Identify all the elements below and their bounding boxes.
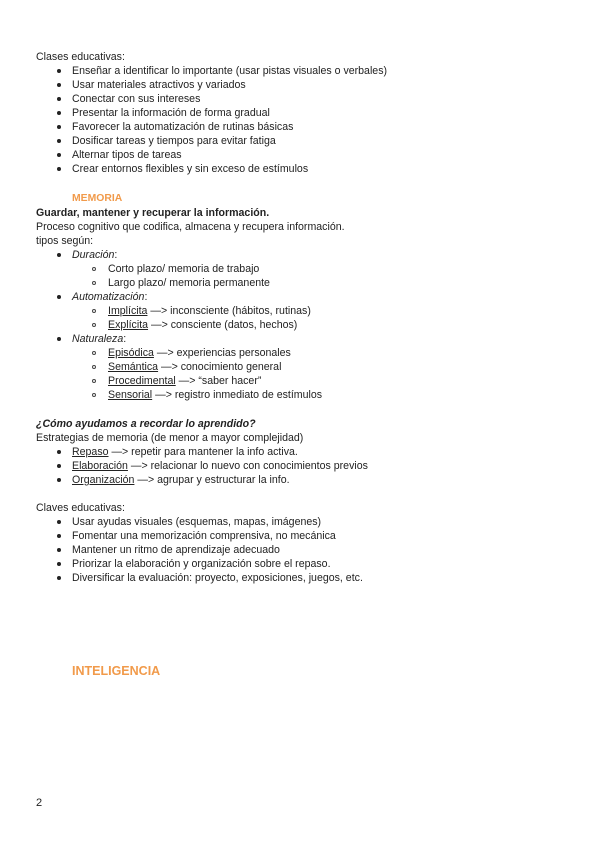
category-label: Naturaleza (72, 333, 124, 345)
list-item: Fomentar una memorización comprensiva, no mecánica (72, 530, 336, 542)
bullet-icon (92, 323, 96, 327)
bullet-icon (57, 562, 61, 566)
subcategory-item (108, 318, 297, 332)
bullet-icon (57, 534, 61, 538)
bullet-icon (57, 337, 61, 341)
bullet-icon (92, 309, 96, 313)
subcategory-item (108, 262, 259, 276)
list-item: Usar materiales atractivos y variados (72, 79, 246, 91)
bullet-icon (57, 97, 61, 101)
bullet-icon (57, 125, 61, 129)
strategy-item (72, 445, 298, 459)
description: —> inconsciente (hábitos, rutinas) (147, 305, 311, 317)
subcategory-item (108, 388, 322, 402)
recordar-intro: Estrategias de memoria (de menor a mayor complejidad) (36, 432, 304, 444)
category-label: Automatización (72, 291, 145, 303)
list-item: Priorizar la elaboración y organización sobre el repaso. (72, 558, 331, 570)
memoria-types-label: tipos según: (36, 235, 94, 247)
bullet-icon (92, 267, 96, 271)
bullet-icon (57, 167, 61, 171)
category-label: Duración (72, 249, 115, 261)
description: Corto plazo/ memoria de trabajo (108, 263, 260, 275)
bullet-icon (57, 295, 61, 299)
description: —> agrupar y estructurar la info. (134, 474, 290, 486)
recordar-question: ¿Cómo ayudamos a recordar lo aprendido? (36, 418, 256, 430)
category-suffix: : (123, 333, 127, 345)
bullet-icon (57, 548, 61, 552)
category-item (72, 290, 147, 304)
term: Episódica (108, 347, 154, 359)
term: Elaboración (72, 460, 128, 472)
bullet-icon (92, 351, 96, 355)
term: Explícita (108, 319, 149, 331)
list-item: Conectar con sus intereses (72, 93, 201, 105)
description: —> “saber hacer” (175, 375, 262, 387)
bullet-icon (57, 450, 61, 454)
bullet-icon (57, 576, 61, 580)
bullet-icon (92, 393, 96, 397)
bullet-icon (57, 478, 61, 482)
claves-heading: Clases educativas: (36, 51, 125, 63)
bullet-icon (92, 365, 96, 369)
bullet-icon (57, 253, 61, 257)
claves2-heading: Claves educativas: (36, 502, 125, 514)
memoria-definition: Proceso cognitivo que codifica, almacena y recupera información. (36, 221, 345, 233)
bullet-icon (92, 281, 96, 285)
description: —> repetir para mantener la info activa. (108, 446, 298, 458)
memoria-title: MEMORIA (72, 193, 123, 204)
term: Implícita (108, 305, 148, 317)
list-item: Usar ayudas visuales (esquemas, mapas, imágenes) (72, 516, 322, 528)
description: —> conocimiento general (158, 361, 282, 373)
description: —> consciente (datos, hechos) (148, 319, 298, 331)
subcategory-item (108, 374, 261, 388)
term: Repaso (72, 446, 109, 458)
list-item: Crear entornos flexibles y sin exceso de estímulos (72, 163, 309, 175)
page-number: 2 (36, 797, 43, 809)
category-suffix: : (144, 291, 148, 303)
strategy-item (72, 459, 368, 473)
bullet-icon (57, 139, 61, 143)
list-item: Enseñar a identificar lo importante (usar pistas visuales o verbales) (72, 65, 388, 77)
description: Largo plazo/ memoria permanente (108, 277, 270, 289)
bullet-icon (92, 379, 96, 383)
list-item: Alternar tipos de tareas (72, 149, 182, 161)
description: —> experiencias personales (153, 347, 291, 359)
term: Procedimental (108, 375, 176, 387)
list-item: Dosificar tareas y tiempos para evitar fatiga (72, 135, 276, 147)
inteligencia-title: INTELIGENCIA (72, 664, 161, 678)
term: Sensorial (108, 389, 153, 401)
category-suffix: : (114, 249, 118, 261)
description: —> relacionar lo nuevo con conocimientos previos (127, 460, 368, 472)
category-item (72, 248, 117, 262)
subcategory-item (108, 360, 281, 374)
term: Organización (72, 474, 135, 486)
list-item: Diversificar la evaluación: proyecto, exposiciones, juegos, etc. (72, 572, 363, 584)
subcategory-item (108, 276, 270, 290)
description: —> registro inmediato de estímulos (152, 389, 323, 401)
bullet-icon (57, 153, 61, 157)
subcategory-item (108, 304, 311, 318)
list-item: Favorecer la automatización de rutinas básicas (72, 121, 294, 133)
category-item (72, 332, 126, 346)
bullet-icon (57, 69, 61, 73)
list-item: Mantener un ritmo de aprendizaje adecuado (72, 544, 280, 556)
memoria-subtitle: Guardar, mantener y recuperar la información. (36, 207, 270, 219)
strategy-item (72, 473, 290, 487)
bullet-icon (57, 111, 61, 115)
list-item: Presentar la información de forma gradual (72, 107, 270, 119)
bullet-icon (57, 520, 61, 524)
subcategory-item (108, 346, 291, 360)
bullet-icon (57, 464, 61, 468)
term: Semántica (108, 361, 159, 373)
bullet-icon (57, 83, 61, 87)
